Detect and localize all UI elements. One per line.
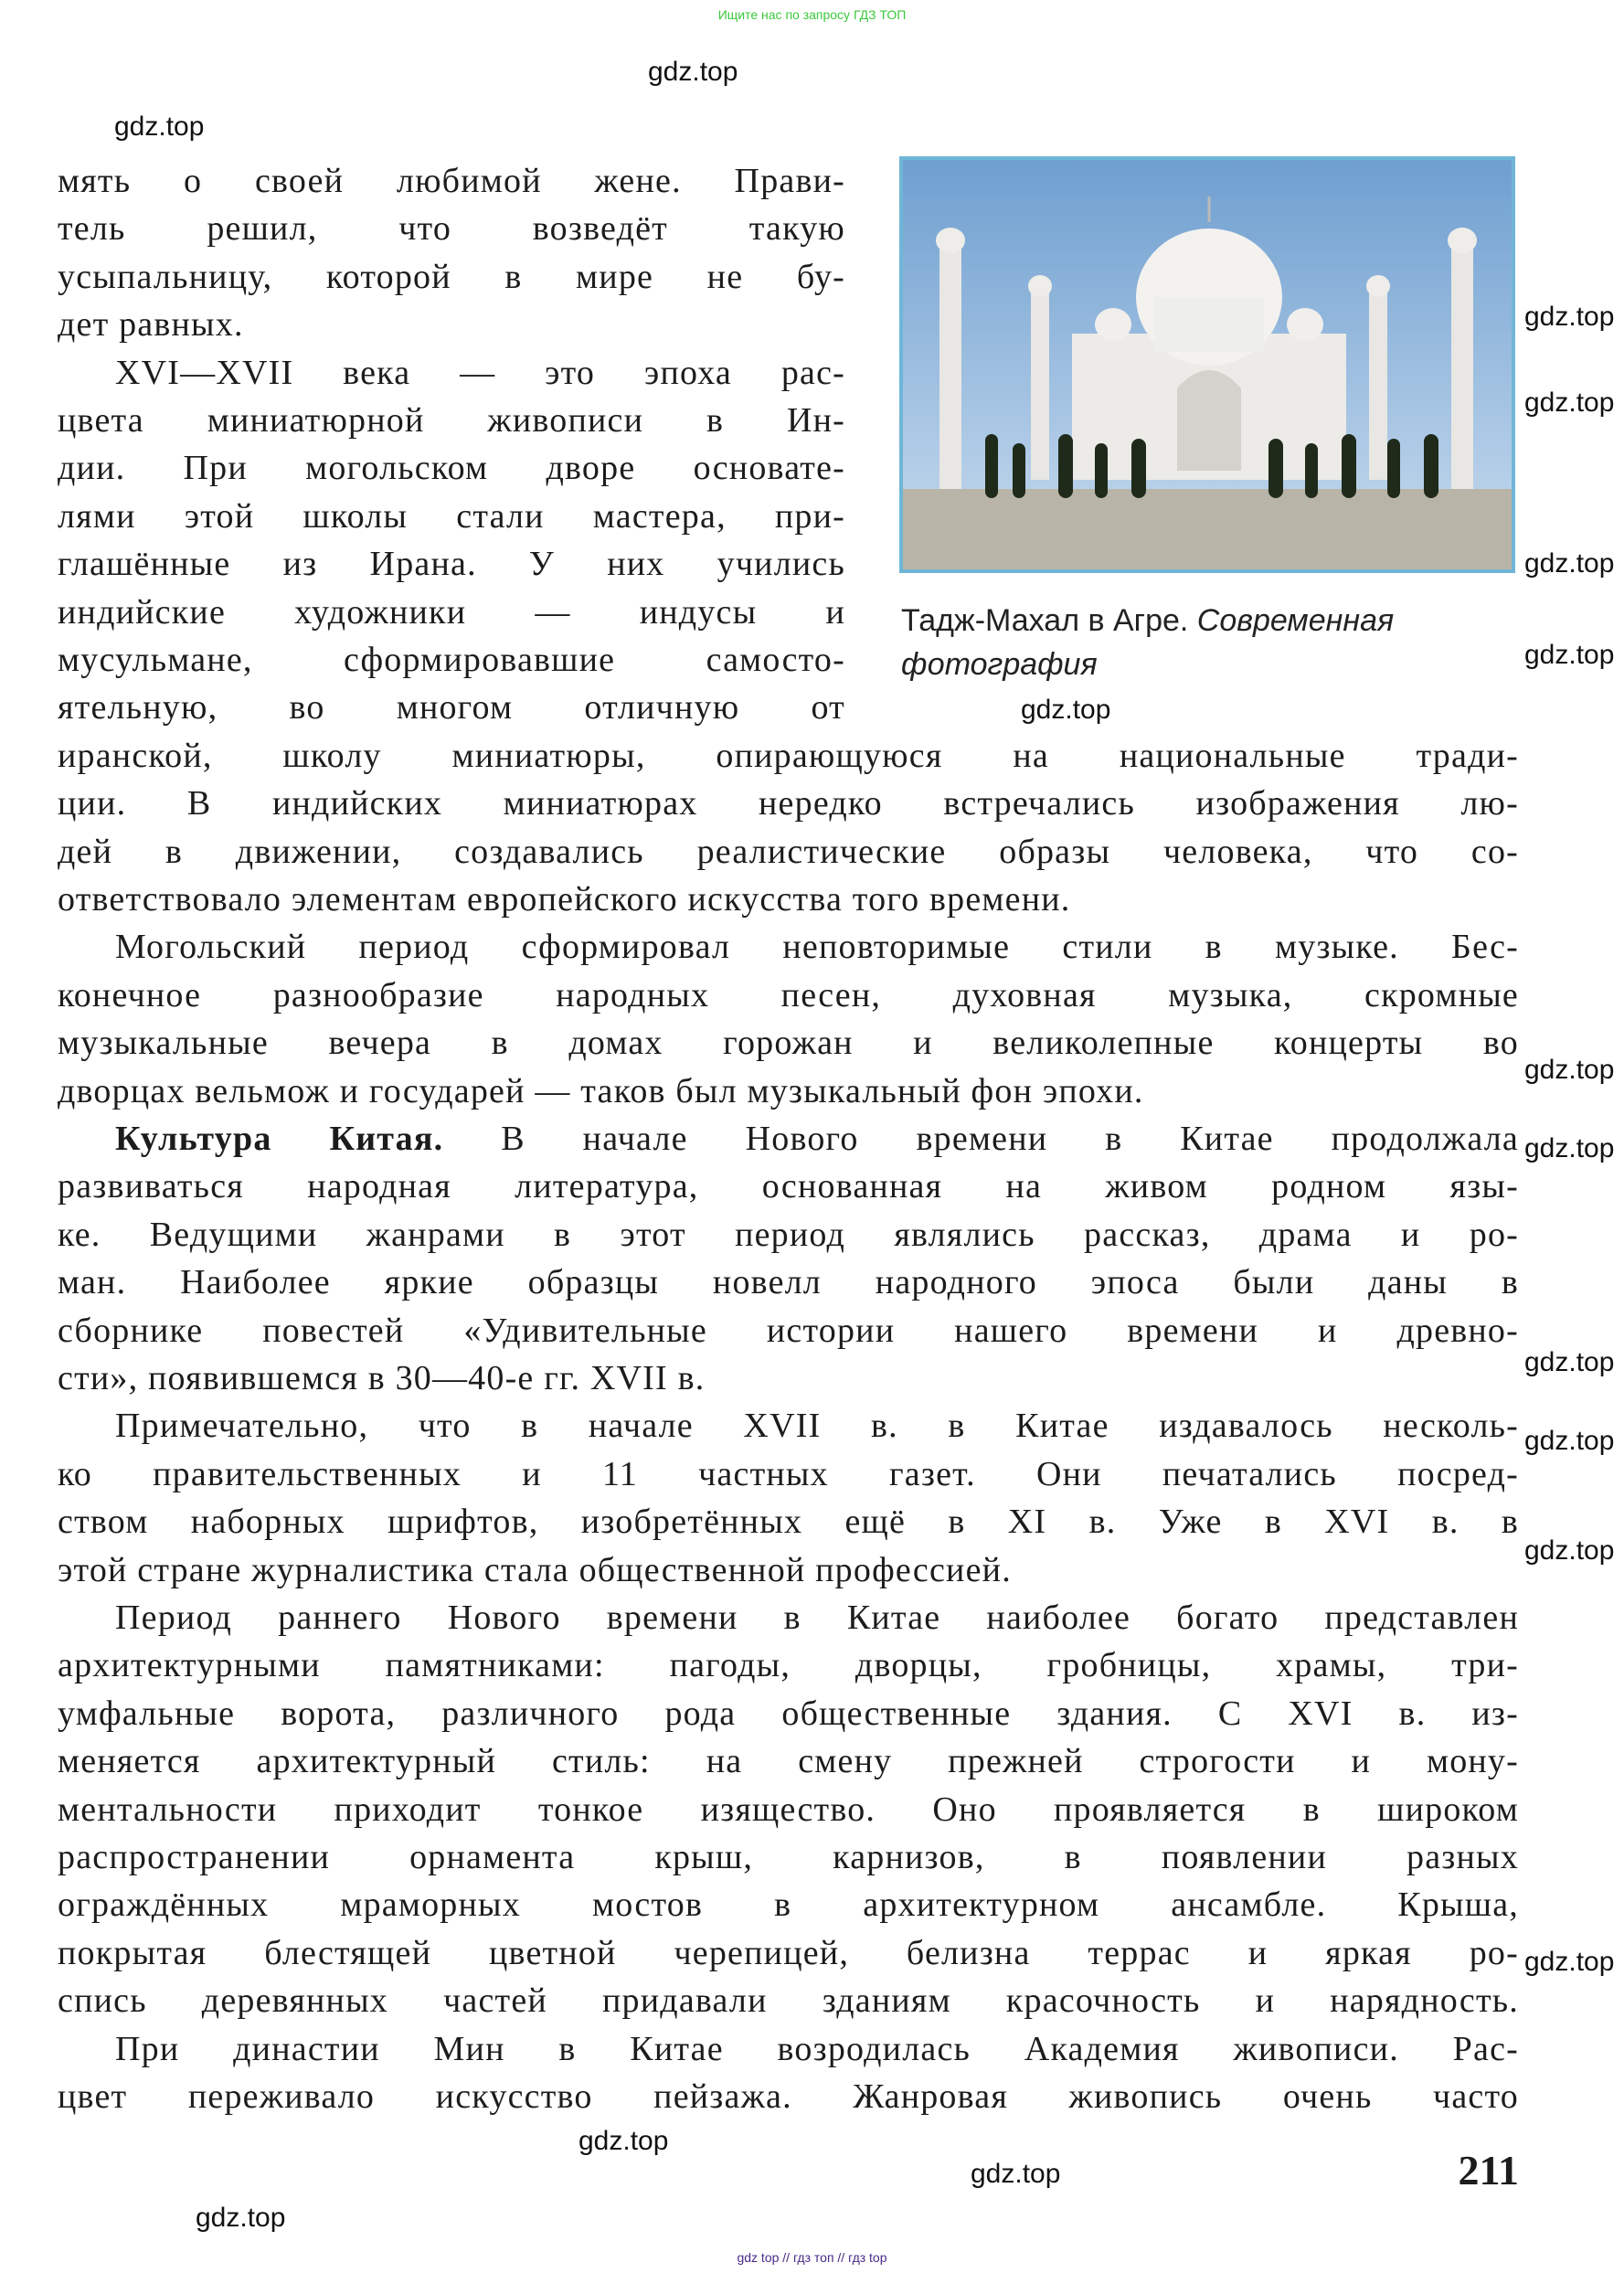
text-line (58, 1498, 1519, 1545)
text-line-content: ятельную, во многом отличную от (58, 688, 845, 728)
text-line (58, 349, 845, 397)
text-line-content: сти», появившемся в 30—40-е гг. XVII в. (58, 1359, 706, 1397)
text-line (58, 1929, 1519, 1977)
text-line (58, 1402, 1519, 1450)
text-line (58, 1977, 1519, 2024)
text-line-content: этой стране журналистика стала общественной профессией. (58, 1550, 1012, 1589)
text-line-content: развиваться народная литература, основанная на живом родном язы- (58, 1167, 1519, 1206)
text-line (58, 2073, 1519, 2120)
text-line (58, 444, 845, 492)
text-line (58, 1307, 1519, 1354)
page-number: 211 (1458, 2147, 1519, 2193)
text-line-content: ман. Наиболее яркие образцы новелл народного эпоса были даны в (58, 1263, 1519, 1302)
text-line (58, 1354, 1519, 1402)
text-line-content: В начале Нового времени в Китае продолжала (443, 1120, 1519, 1158)
text-line (58, 397, 845, 444)
text-line-content: При династии Мин в Китае возродилась Академия живописи. Рас- (115, 2029, 1519, 2068)
text-line (58, 253, 845, 301)
text-line-content: меняется архитектурный стиль: на смену прежней строгости и мону- (58, 1742, 1519, 1781)
text-line-content: ством наборных шрифтов, изобретённых ещё в XI в. Уже в XVI в. в (58, 1503, 1519, 1542)
text-line-content: мусульмане, сформировавшие самосто- (58, 641, 845, 679)
text-line (58, 780, 1519, 827)
watermark: gdz.top (971, 2159, 1061, 2189)
text-line (58, 2025, 1519, 2073)
text-line (58, 1641, 1519, 1689)
text-line (58, 493, 845, 540)
text-line (58, 1259, 1519, 1306)
watermark: gdz.top (1524, 302, 1615, 332)
text-line (58, 1211, 1519, 1259)
text-line-content: Период раннего Нового времени в Китае наиболее богато представлен (115, 1599, 1519, 1637)
text-line (58, 684, 845, 731)
text-line-content: архитектурными памятниками: пагоды, дворцы, гробницы, храмы, три- (58, 1646, 1519, 1685)
text-line-content: дворцах вельмож и государей — таков был музыкальный фон эпохи. (58, 1071, 1144, 1110)
watermark: gdz.top (196, 2203, 286, 2233)
text-line (58, 828, 1519, 876)
caption-note: Современная фотография (901, 603, 1395, 682)
text-line (58, 876, 1519, 923)
watermark: gdz.top (1524, 548, 1615, 579)
watermark: gdz.top (648, 57, 738, 87)
text-line-content: покрытая блестящей цветной черепицей, белизна террас и яркая ро- (58, 1933, 1519, 1972)
text-line (58, 1163, 1519, 1210)
text-line-content: усыпальницу, которой в мире не бу- (58, 257, 845, 296)
text-line-content: спись деревянных частей придавали зданиям красочность и нарядность. (58, 1981, 1519, 2021)
text-line-content: дии. При могольском дворе основате- (58, 449, 845, 488)
text-line (58, 301, 845, 348)
text-line (58, 1881, 1519, 1928)
text-line-content: Могольский период сформировал неповторимые стили в музыке. Бес- (115, 928, 1519, 967)
text-line-content: цвет переживало искусство пейзажа. Жанровая живопись очень часто (58, 2077, 1519, 2116)
text-line-content: ответствовало элементам европейского искусства того времени. (58, 880, 1071, 919)
text-line-content: индийские художники — индусы и (58, 592, 845, 632)
text-line (58, 157, 845, 205)
text-line-content: тель решил, что возведёт такую (58, 209, 845, 249)
text-line-content: умфальные ворота, различного рода общественные здания. С XVI в. из- (58, 1694, 1519, 1733)
watermark: gdz.top (1524, 388, 1615, 418)
text-line (58, 1594, 1519, 1641)
text-line (58, 1067, 1519, 1115)
watermark: gdz.top (1524, 1947, 1615, 1977)
text-line (58, 1833, 1519, 1881)
text-line-content: ограждённых мраморных мостов в архитектурном ансамбле. Крыша, (58, 1885, 1519, 1925)
watermark: gdz.top (114, 112, 205, 142)
text-line (58, 1690, 1519, 1737)
text-line (58, 972, 1519, 1019)
watermark: gdz.top (1021, 695, 1111, 725)
text-line (58, 1450, 1519, 1498)
text-line-content: цвета миниатюрной живописи в Ин- (58, 401, 845, 440)
text-line (58, 732, 1519, 780)
text-line-content: глашённые из Ирана. У них учились (58, 545, 845, 584)
text-line (58, 923, 1519, 971)
text-line (58, 589, 845, 636)
text-line-content: лями этой школы стали мастера, при- (58, 496, 845, 536)
text-line-content: мять о своей любимой жене. Прави- (58, 162, 845, 200)
watermark: gdz.top (1524, 1055, 1615, 1085)
text-line (58, 1737, 1519, 1785)
text-line (58, 1019, 1519, 1067)
text-line-content: ко правительственных и 11 частных газет. Они печатались посред- (58, 1454, 1519, 1493)
text-line-content: ментальности приходит тонкое изящество. Оно проявляется в широком (58, 1790, 1519, 1829)
text-line-content: распространении орнамента крыш, карнизов, в появлении разных (58, 1838, 1519, 1876)
text-line-content: Примечательно, что в начале XVII в. в Китае издавалось несколь- (115, 1407, 1519, 1446)
watermark: gdz.top (1524, 1133, 1615, 1163)
text-line (58, 205, 845, 252)
text-line (58, 540, 845, 588)
text-line-content: сборнике повестей «Удивительные истории нашего времени и древно- (58, 1311, 1519, 1350)
text-line-content: конечное разнообразие народных песен, духовная музыка, скромные (58, 975, 1519, 1014)
text-line-content: ции. В индийских миниатюрах нередко встречались изображения лю- (58, 784, 1519, 823)
text-line (58, 1546, 1519, 1594)
text-line-content: иранской, школу миниатюры, опирающуюся на национальные тради- (58, 736, 1519, 775)
watermark: gdz.top (1524, 1535, 1615, 1566)
text-line-content: ке. Ведущими жанрами в этот период являлись рассказ, драма и ро- (58, 1215, 1519, 1254)
text-line (58, 1786, 1519, 1833)
footer-note: gdz top // гдз топ // гдз top (737, 2250, 887, 2265)
caption-title: Тадж-Махал в Агре. (901, 603, 1197, 638)
taj-mahal-photo (899, 156, 1515, 573)
text-line-content: XVI—XVII века — это эпоха рас- (115, 353, 845, 392)
photo-caption (901, 599, 1515, 686)
text-line-content: дет равных. (58, 305, 244, 345)
text-line-content: дей в движении, создавались реалистические образы человека, что со- (58, 832, 1519, 871)
text-line (58, 636, 845, 684)
section-heading: Культура Китая. (115, 1120, 444, 1158)
header-note: Ищите нас по запросу ГДЗ ТОП (717, 7, 907, 22)
text-line (58, 1115, 1519, 1163)
watermark: gdz.top (1524, 640, 1615, 670)
watermark: gdz.top (1524, 1426, 1615, 1456)
watermark: gdz.top (578, 2126, 669, 2156)
text-line-content: музыкальные вечера в домах горожан и великолепные концерты во (58, 1024, 1519, 1063)
watermark: gdz.top (1524, 1347, 1615, 1377)
